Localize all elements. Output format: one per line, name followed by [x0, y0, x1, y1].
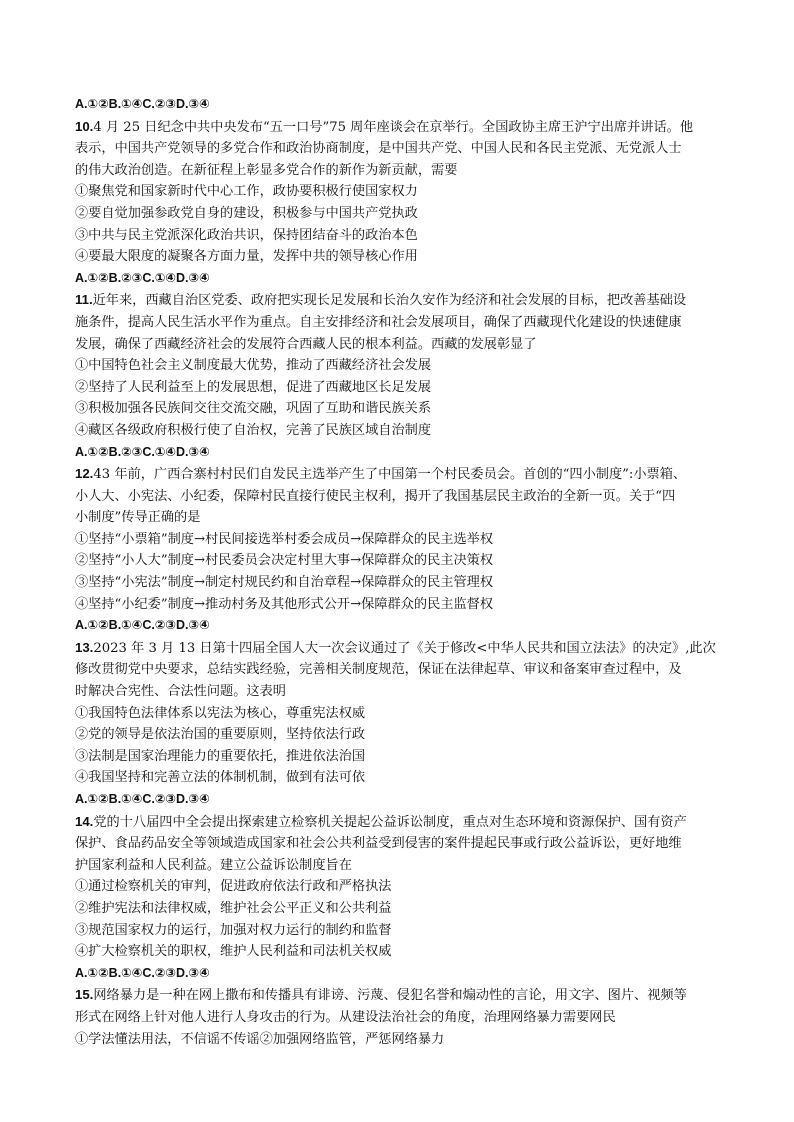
question-number: 14. — [75, 813, 94, 829]
option-line: ①中国特色社会主义制度最大优势，推动了西藏经济社会发展 — [75, 358, 432, 374]
question-stem-text: 43 年前，广西合寨村村民们自发民主选举产生了中国第一个村民委员会。首创的“四小制度”:小票箱、 — [93, 467, 687, 483]
question-stem-line: 表示，中国共产党领导的多党合作和政治协商制度，是中国共产党、中国人民和各民主党派、无党派人士 — [75, 141, 682, 157]
option-line: ④我国坚持和完善立法的体制机制，做到有法可依 — [75, 770, 366, 786]
option-line: ④扩大检察机关的职权，维护人民利益和司法机关权威 — [75, 944, 392, 960]
option-line: ③积极加强各民族间交往交流交融，巩固了互助和谐民族关系 — [75, 401, 432, 417]
option-line: ②坚持了人民利益至上的发展思想，促进了西藏地区长足发展 — [75, 379, 432, 395]
question-14 — [75, 811, 724, 985]
question-number: 13. — [75, 639, 94, 655]
question-stem-line: 时解决合宪性、合法性问题。这表明 — [75, 684, 286, 700]
option-line: ③规范国家权力的运行，加强对权力运行的制约和监督 — [75, 922, 392, 938]
question-stem-line: 护国家利益和人民利益。建立公益诉讼制度旨在 — [75, 857, 352, 873]
option-line: ②党的领导是依法治国的重要原则，坚持依法行政 — [75, 727, 366, 743]
question-stem-text: 近年来，西藏自治区党委、政府把实现长足发展和长治久安作为经济和社会发展的目标，把改善基础设 — [92, 293, 687, 309]
question-stem-text: 2023 年 3 月 13 日第十四届全国人大一次会议通过了《关于修改<中华人民共和国立法法》的决定》,此次 — [93, 640, 716, 656]
question-stem-text: 党的十八届四中全会提出探索建立检察机关提起公益诉讼制度，重点对生态环境和资源保护、国有资产 — [93, 814, 687, 830]
option-line: ②坚持“小人大”制度→村民委员会决定村里大事→保障群众的民主决策权 — [75, 553, 494, 569]
question-number: 12. — [75, 466, 94, 482]
question-stem-line — [75, 289, 724, 312]
answer-choices: A.①②B.①④C.②③D.③④ — [75, 792, 210, 806]
option-line: ①坚持“小票箱”制度→村民间接选举村委会成员→保障群众的民主选举权 — [75, 531, 494, 547]
question-stem-line: 小人大、小宪法、小纪委，保障村民直接行使民主权利，揭开了我国基层民主政治的全新一页。关于“四 — [75, 488, 676, 504]
option-line: ①我国特色法律体系以宪法为核心，尊重宪法权威 — [75, 705, 366, 721]
option-line: ①学法懂法用法，不信谣不传谣②加强网络监管，严惩网络暴力 — [75, 1031, 445, 1047]
option-line: ②要自觉加强参政党自身的建设，积极参与中国共产党执政 — [75, 205, 418, 221]
question-11 — [75, 289, 724, 463]
question-stem-line — [75, 637, 724, 660]
option-line: ③坚持“小宪法”制度→制定村规民约和自治章程→保障群众的民主管理权 — [75, 575, 494, 591]
option-line: ④要最大限度的凝聚各方面力量，发挥中共的领导核心作用 — [75, 249, 418, 265]
question-stem-line: 保护、食品药品安全等领域造成国家和社会公共利益受到侵害的案件提起民事或行政公益诉讼，更好地维 — [75, 836, 682, 852]
question-15 — [75, 984, 724, 1050]
question-12 — [75, 463, 724, 637]
question-stem-line: 施条件，提高人民生活水平作为重点。自主安排经济和社会发展项目，确保了西藏现代化建设的快速健康 — [75, 314, 682, 330]
answer-choices: A.①②B.①④C.②③D.③④ — [75, 965, 210, 980]
answer-choices: A.①②B.①④C.②③D.③④ — [75, 618, 210, 633]
option-line: ④藏区各级政府积极行使了自治权，完善了民族区域自治制度 — [75, 422, 432, 438]
question-stem-line — [75, 463, 724, 486]
question-10 — [75, 116, 724, 290]
option-line: ③中共与民主党派深化政治共识，保持团结奋斗的政治本色 — [75, 227, 418, 243]
question-stem-line — [75, 984, 724, 1007]
question-number: 15. — [75, 987, 94, 1003]
question-number: 10. — [75, 118, 94, 134]
question-stem-text: 网络暴力是一种在网上撒布和传播具有诽谤、污蔑、侵犯名誉和煽动性的言论，用文字、图片、视频等 — [93, 988, 687, 1004]
option-line: ③法制是国家治理能力的重要依托，推进依法治国 — [75, 748, 366, 764]
option-line: ④坚持“小纪委”制度→推动村务及其他形式公开→保障群众的民主监督权 — [75, 596, 494, 612]
question-stem-line — [75, 811, 724, 834]
question-stem-line: 发展，确保了西藏经济社会的发展符合西藏人民的根本利益。西藏的发展彰显了 — [75, 336, 537, 352]
question-number: 11. — [75, 292, 93, 308]
question-stem-line: 修改贯彻党中央要求，总结实践经验，完善相关制度规范，保证在法律起草、审议和备案审查过程中，及 — [75, 662, 682, 678]
option-line: ①通过检察机关的审判，促进政府依法行政和严格执法 — [75, 879, 392, 895]
answer-choices: A.①②B.②③C.①④D.③④ — [75, 444, 210, 459]
option-line: ②维护宪法和法律权威，维护社会公平正义和公共利益 — [75, 900, 392, 916]
answer-choices: A.①②B.②③C.①④D.③④ — [75, 270, 210, 285]
option-line: ①聚焦党和国家新时代中心工作，政协要积极行使国家权力 — [75, 184, 418, 200]
prev-question-choices: A.①②B.①④C.②③D.③④ — [75, 97, 210, 111]
question-stem-text: 4 月 25 日纪念中共中央发布“五一口号”75 周年座谈会在京举行。全国政协主席王沪宁出席并讲话。他 — [93, 119, 694, 135]
question-stem-line: 的伟大政治创造。在新征程上彰显多党合作的新作为新贡献，需要 — [75, 162, 458, 178]
question-stem-line: 小制度”传导正确的是 — [75, 510, 201, 526]
question-13 — [75, 637, 724, 811]
question-stem-line: 形式在网络上针对他人进行人身攻击的行为。从建设法治社会的角度，治理网络暴力需要网民 — [75, 1009, 616, 1025]
question-stem-line — [75, 116, 724, 139]
